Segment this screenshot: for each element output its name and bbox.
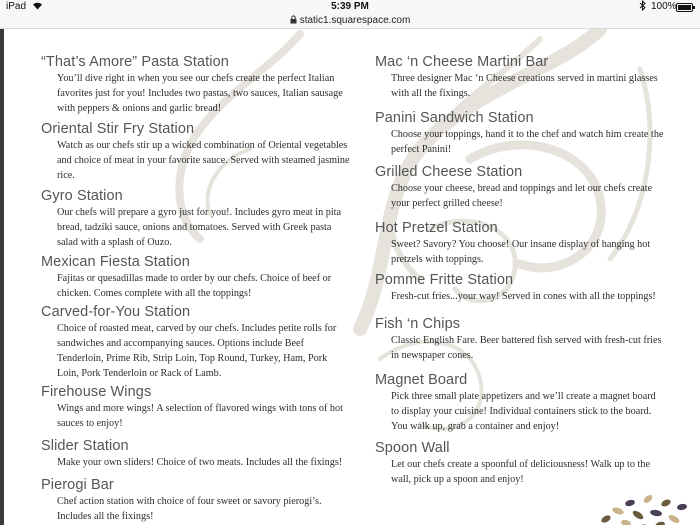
station-item — [375, 371, 665, 439]
station-item — [41, 187, 351, 253]
station-description: Choice of roasted meat, carved by our chefs. Includes petite rolls for sandwiches and accompanying sauces. Options include Beef Tenderloin, Prime Rib, Strip Loin, Top Round, Turkey, Ham, Pork Loin, Pork Tenderloin or Rack of Lamb. — [57, 323, 337, 379]
station-description: Three designer Mac ‘n Cheese creations served in martini glasses with all the fixings. — [391, 73, 658, 99]
url-text: static1.squarespace.com — [299, 15, 411, 26]
station-title: Magnet Board — [375, 372, 468, 388]
lock-icon — [290, 15, 297, 26]
station-item — [41, 303, 351, 383]
station-item — [375, 219, 665, 271]
station-title: Grilled Cheese Station — [375, 164, 523, 180]
bluetooth-icon — [639, 0, 647, 14]
station-title: Gyro Station — [41, 188, 123, 204]
station-description: You’ll dive right in when you see our chefs create the perfect Italian favorites just for you! Includes two pastas, two sauces, Italian sausage with peppers & onions and garlic bread! — [57, 73, 343, 114]
battery-percent: 100% — [651, 1, 677, 12]
station-title: Spoon Wall — [375, 440, 450, 456]
station-description: Make your own sliders! Choice of two meats. Includes all the fixings! — [57, 457, 343, 468]
station-description: Fajitas or quesadillas made to order by our chefs. Choice of beef or chicken. Comes complete with all the toppings! — [57, 273, 332, 299]
station-title: Carved-for-You Station — [41, 304, 191, 320]
station-item — [375, 271, 665, 315]
station-description: Choose your toppings, hand it to the chef and watch him create the perfect Panini! — [391, 129, 664, 155]
station-description: Chef action station with choice of four sweet or savory pierogi’s. Includes all the fixings! — [57, 496, 322, 522]
station-item — [41, 476, 351, 524]
station-item — [375, 109, 665, 163]
station-description: Let our chefs create a spoonful of deliciousness! Walk up to the wall, pick up a spoon and enjoy! — [391, 459, 650, 485]
station-title: Hot Pretzel Station — [375, 220, 498, 236]
left-column — [41, 53, 351, 524]
station-item — [375, 315, 665, 371]
device-name: iPad — [6, 1, 27, 12]
right-column — [375, 53, 665, 487]
station-title: Pomme Fritte Station — [375, 272, 514, 288]
station-item — [41, 53, 351, 112]
station-description: Choose your cheese, bread and toppings and let our chefs create your perfect grilled cheese! — [391, 183, 653, 209]
station-title: Mexican Fiesta Station — [41, 254, 190, 270]
station-title: Oriental Stir Fry Station — [41, 121, 195, 137]
station-description: Wings and more wings! A selection of flavored wings with tons of hot sauces to enjoy! — [57, 403, 343, 429]
station-description: Fresh-cut fries...your way! Served in cones with all the toppings! — [391, 291, 656, 302]
station-title: Panini Sandwich Station — [375, 110, 534, 126]
station-item — [41, 120, 351, 187]
clock: 5:39 PM — [331, 1, 369, 12]
station-item — [375, 163, 665, 219]
address-bar[interactable] — [0, 14, 700, 29]
station-description: Watch as our chefs stir up a wicked combination of Oriental vegetables and choice of meat in your favorite sauce. Served with steamed jasmine rice. — [57, 140, 350, 181]
station-title: Pierogi Bar — [41, 477, 114, 493]
station-item — [375, 53, 665, 109]
status-bar — [0, 0, 700, 14]
station-item — [41, 437, 351, 476]
station-description: Sweet? Savory? You choose! Our insane display of hanging hot pretzels with toppings. — [391, 239, 651, 265]
station-description: Classic English Fare. Beer battered fish served with fresh-cut fries in newspaper cones. — [391, 335, 662, 361]
station-item — [41, 253, 351, 303]
battery-icon — [676, 3, 693, 12]
station-title: Fish ‘n Chips — [375, 316, 461, 332]
station-item — [41, 383, 351, 437]
station-description: Pick three small plate appetizers and we’ll create a magnet board to display your cuisine! Individual containers stick to the board. You walk up, grab a container and enjoy! — [391, 391, 656, 432]
leaf-decoration-icon — [586, 489, 696, 525]
station-item — [375, 439, 665, 487]
station-description: Our chefs will prepare a gyro just for you!. Includes gyro meat in pita bread, tadziki sauce, onions and tomatoes. Served with Greek pasta salad with a splash of Ouzo. — [57, 207, 342, 248]
station-title: Mac ‘n Cheese Martini Bar — [375, 54, 549, 70]
station-title: “That’s Amore” Pasta Station — [41, 54, 229, 70]
page-content — [0, 29, 700, 525]
station-title: Firehouse Wings — [41, 384, 152, 400]
station-title: Slider Station — [41, 438, 129, 454]
